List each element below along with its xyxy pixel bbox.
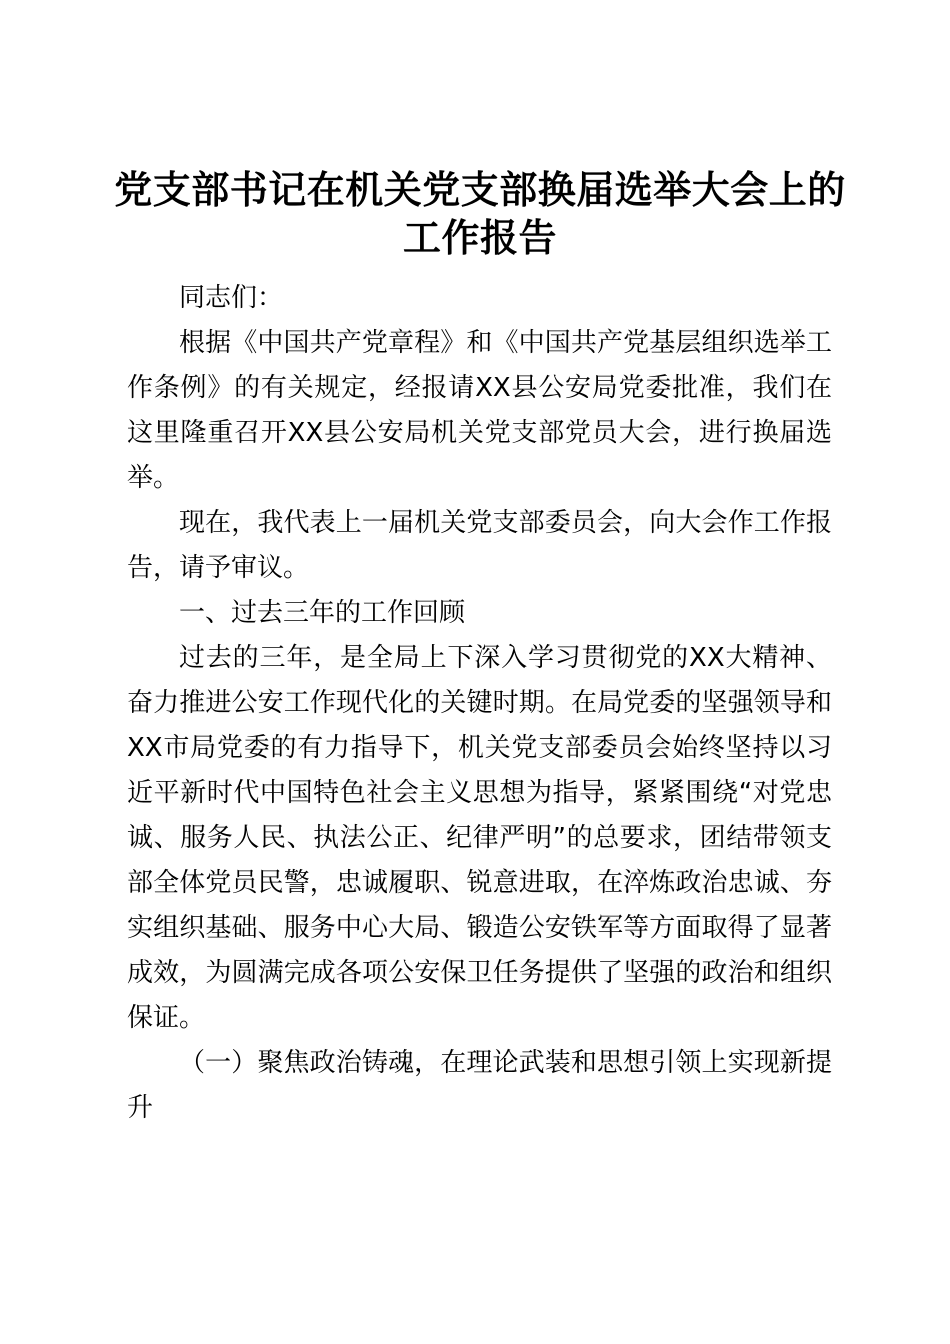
paragraph-review: 过去的三年，是全局上下深入学习贯彻党的XX大精神、奋力推进公安工作现代化的关键时期。在局党委的坚强领导和XX市局党委的有力指导下，机关党支部委员会始终坚持以习近平新时代中国特色社会主义思想为指导，紧紧围绕“对党忠诚、服务人民、执法公正、纪律严明”的总要求，团结带领支部全体党员民警，忠诚履职、锐意进取，在淬炼政治忠诚、夯实组织基础、服务中心大局、锻造公安铁军等方面取得了显著成效，为圆满完成各项公安保卫任务提供了坚强的政治和组织保证。 <box>127 643 832 1033</box>
document-title: 党支部书记在机关党支部换届选举大会上的工作报告 <box>114 167 846 260</box>
salutation: 同志们： <box>179 283 284 313</box>
subsection-heading-1: （一）聚焦政治铸魂，在理论武装和思想引领上实现新提升 <box>127 1048 832 1123</box>
paragraph-intro: 根据《中国共产党章程》和《中国共产党基层组织选举工作条例》的有关规定，经报请XX县公安局党委批准，我们在这里隆重召开XX县公安局机关党支部党员大会，进行换届选举。 <box>127 328 832 493</box>
document-body <box>127 276 832 1131</box>
paragraph-report-statement: 现在，我代表上一届机关党支部委员会，向大会作工作报告，请予审议。 <box>127 508 832 583</box>
section-heading-review: 一、过去三年的工作回顾 <box>179 598 466 628</box>
